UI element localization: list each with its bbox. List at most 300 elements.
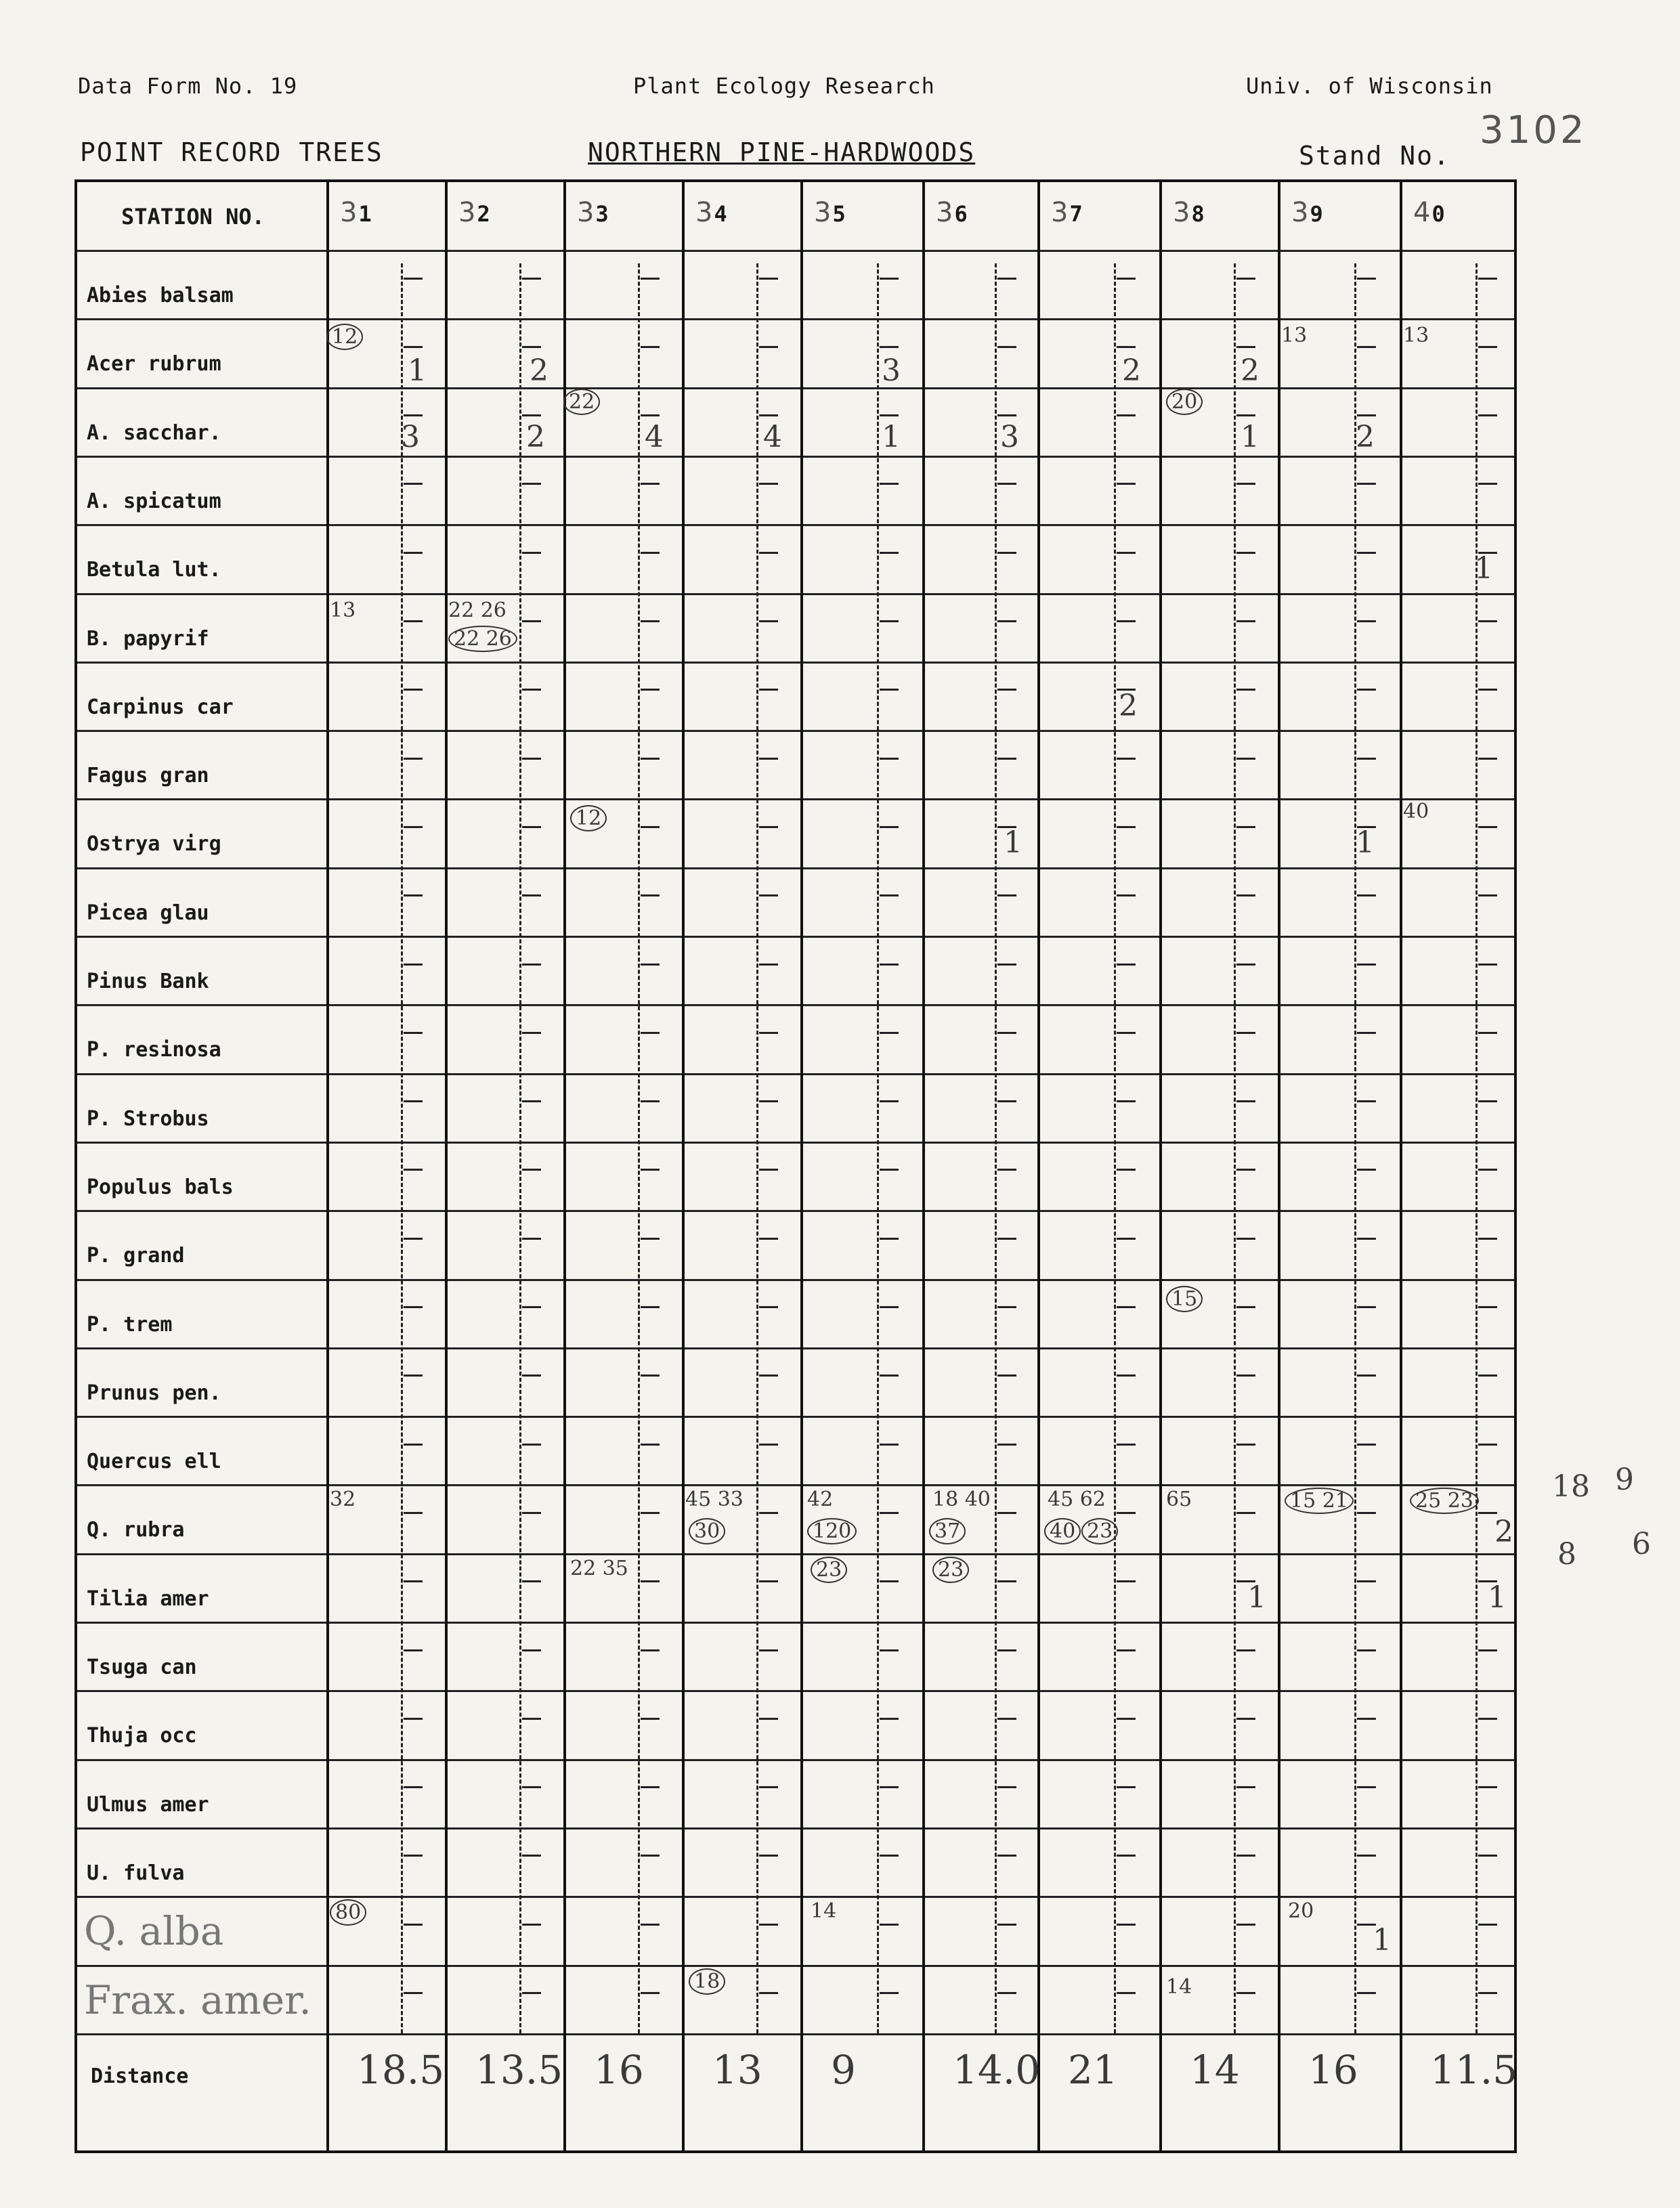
station-print-digit: 8 xyxy=(1191,201,1205,227)
subcolumn-tick xyxy=(404,1512,423,1514)
subcolumn-tick xyxy=(1236,1786,1255,1788)
column-divider xyxy=(445,182,448,2150)
subcolumn-tick xyxy=(522,758,541,760)
subcolumn-tick xyxy=(641,1238,660,1240)
subcolumn-tick xyxy=(641,1992,660,1994)
subcolumn-divider xyxy=(1476,263,1478,2033)
subcolumn-tick xyxy=(880,346,899,348)
subcolumn-tick xyxy=(1357,1238,1376,1240)
station-hand-digit: 3 xyxy=(814,197,832,228)
subcolumn-tick xyxy=(522,689,541,691)
subcolumn-tick xyxy=(1236,1374,1255,1377)
subcolumn-tick xyxy=(1478,1718,1497,1720)
handwritten-entry: 1 xyxy=(1474,551,1493,586)
handwritten-entry: 23 xyxy=(811,1557,847,1583)
row-divider xyxy=(77,1347,1514,1349)
handwritten-entry: 80 xyxy=(330,1899,366,1926)
handwritten-entry: 1 xyxy=(1373,1923,1392,1958)
subcolumn-tick xyxy=(1478,620,1497,622)
handwritten-entry: 1 xyxy=(1241,419,1259,454)
margin-note-3: 8 xyxy=(1557,1537,1576,1572)
distance-value: 21 xyxy=(1068,2046,1118,2093)
subcolumn-tick xyxy=(997,1992,1016,1994)
subcolumn-tick xyxy=(759,1649,778,1651)
column-divider xyxy=(682,182,685,2150)
subcolumn-tick xyxy=(1117,1238,1136,1240)
subcolumn-tick xyxy=(997,1100,1016,1102)
species-label: Picea glau xyxy=(87,901,209,925)
station-hand-digit: 3 xyxy=(695,197,713,228)
subcolumn-tick xyxy=(997,1306,1016,1308)
subcolumn-tick xyxy=(404,1032,423,1034)
subcolumn-divider xyxy=(1114,263,1116,2033)
subcolumn-tick xyxy=(1478,414,1497,416)
row-divider xyxy=(77,1004,1514,1006)
subcolumn-tick xyxy=(1357,689,1376,691)
species-label: Carpinus car xyxy=(87,695,234,719)
subcolumn-tick xyxy=(1236,552,1255,554)
distance-label: Distance xyxy=(91,2064,189,2088)
subcolumn-tick xyxy=(404,278,423,280)
row-divider xyxy=(77,1896,1514,1898)
handwritten-entry: 1 xyxy=(1356,825,1375,861)
station-hand-digit: 3 xyxy=(1291,197,1309,228)
handwritten-entry: 22 xyxy=(563,389,600,415)
subcolumn-tick xyxy=(759,689,778,691)
subcolumn-tick xyxy=(1478,1169,1497,1171)
subcolumn-tick xyxy=(997,278,1016,280)
subcolumn-tick xyxy=(404,894,423,896)
station-number xyxy=(1413,197,1445,228)
row-divider xyxy=(77,387,1514,389)
station-hand-digit: 3 xyxy=(458,197,476,228)
subcolumn-tick xyxy=(404,552,423,554)
subcolumn-tick xyxy=(1478,483,1497,485)
subcolumn-tick xyxy=(641,1855,660,1857)
margin-note-2: 9 xyxy=(1615,1463,1634,1497)
handwritten-entry: 120 xyxy=(807,1518,857,1544)
subcolumn-tick xyxy=(759,1924,778,1926)
subcolumn-tick xyxy=(641,1786,660,1788)
handwritten-entry: 22 26 xyxy=(448,598,507,622)
subcolumn-tick xyxy=(404,483,423,485)
subcolumn-tick xyxy=(997,1032,1016,1034)
subcolumn-tick xyxy=(759,346,778,348)
subcolumn-tick xyxy=(1236,1512,1255,1514)
distance-value: 9 xyxy=(831,2046,856,2093)
subcolumn-tick xyxy=(641,1924,660,1926)
subcolumn-tick xyxy=(1357,278,1376,280)
subcolumn-tick xyxy=(1478,1855,1497,1857)
handwritten-entry: 15 21 xyxy=(1285,1488,1354,1514)
subcolumn-tick xyxy=(880,483,899,485)
subcolumn-tick xyxy=(1117,894,1136,896)
subcolumn-tick xyxy=(1478,894,1497,896)
subcolumn-tick xyxy=(997,483,1016,485)
handwritten-entry: 2 xyxy=(530,353,548,389)
row-divider xyxy=(77,1142,1514,1144)
subcolumn-tick xyxy=(641,689,660,691)
subcolumn-tick xyxy=(880,689,899,691)
stand-number: 3102 xyxy=(1480,108,1587,152)
forest-type xyxy=(588,137,975,167)
subcolumn-tick xyxy=(880,1444,899,1446)
subcolumn-tick xyxy=(1357,1786,1376,1788)
subcolumn-tick xyxy=(880,758,899,760)
subcolumn-tick xyxy=(759,414,778,416)
subcolumn-tick xyxy=(759,1718,778,1720)
species-label: Pinus Bank xyxy=(87,970,209,993)
subcolumn-tick xyxy=(1117,1444,1136,1446)
subcolumn-tick xyxy=(880,1992,899,1994)
species-label: A. spicatum xyxy=(87,489,221,513)
subcolumn-tick xyxy=(880,552,899,554)
subcolumn-tick xyxy=(1117,1100,1136,1102)
subcolumn-tick xyxy=(1117,1786,1136,1788)
subcolumn-tick xyxy=(1117,1306,1136,1308)
station-print-digit: 3 xyxy=(595,201,609,227)
column-divider xyxy=(922,182,925,2150)
row-divider xyxy=(77,1279,1514,1281)
subcolumn-tick xyxy=(997,1786,1016,1788)
handwritten-entry: 2 xyxy=(1356,419,1375,454)
subcolumn-tick xyxy=(1478,1649,1497,1651)
subcolumn-tick xyxy=(522,964,541,966)
handwritten-entry: 12 xyxy=(570,805,607,831)
subcolumn-tick xyxy=(404,826,423,828)
distance-value: 14.0 xyxy=(953,2046,1041,2093)
subcolumn-tick xyxy=(641,1718,660,1720)
row-divider xyxy=(77,593,1514,595)
subcolumn-tick xyxy=(1117,1718,1136,1720)
subcolumn-tick xyxy=(759,758,778,760)
row-divider xyxy=(77,1965,1514,1967)
subcolumn-tick xyxy=(1357,483,1376,485)
species-label: P. resinosa xyxy=(87,1038,221,1062)
subcolumn-tick xyxy=(1236,1100,1255,1102)
subcolumn-tick xyxy=(759,1374,778,1377)
subcolumn-tick xyxy=(997,758,1016,760)
subcolumn-tick xyxy=(1357,414,1376,416)
subcolumn-tick xyxy=(997,620,1016,622)
subcolumn-tick xyxy=(1478,1306,1497,1308)
handwritten-entry: 4 xyxy=(645,419,664,454)
distance-value: 13 xyxy=(712,2046,762,2093)
subcolumn-tick xyxy=(522,278,541,280)
species-label: Betula lut. xyxy=(87,558,221,582)
station-hand-digit: 3 xyxy=(577,197,595,228)
subcolumn-tick xyxy=(880,620,899,622)
station-number xyxy=(458,197,490,228)
row-divider xyxy=(77,1416,1514,1418)
species-label: P. grand xyxy=(87,1244,185,1268)
handwritten-entry: 45 33 xyxy=(685,1488,744,1512)
distance-value: 13.5 xyxy=(475,2046,563,2093)
station-print-digit: 7 xyxy=(1069,201,1083,227)
species-label: Abies balsam xyxy=(87,284,234,307)
subcolumn-tick xyxy=(1478,964,1497,966)
subcolumn-tick xyxy=(522,1374,541,1377)
subcolumn-tick xyxy=(759,1238,778,1240)
species-label: B. papyrif xyxy=(87,626,209,651)
distance-value: 14 xyxy=(1190,2046,1240,2093)
subcolumn-tick xyxy=(1357,1306,1376,1308)
row-divider xyxy=(77,936,1514,938)
subcolumn-tick xyxy=(759,1306,778,1308)
subcolumn-tick xyxy=(759,1786,778,1788)
species-label: Quercus ell xyxy=(87,1450,221,1474)
subcolumn-tick xyxy=(1236,1306,1255,1308)
distance-value: 16 xyxy=(594,2046,644,2093)
subcolumn-divider xyxy=(519,263,521,2033)
subcolumn-tick xyxy=(641,964,660,966)
subcolumn-tick xyxy=(1357,1444,1376,1446)
subcolumn-tick xyxy=(1357,894,1376,896)
subcolumn-tick xyxy=(1117,1512,1136,1514)
station-print-digit: 2 xyxy=(477,201,490,227)
subcolumn-tick xyxy=(522,826,541,828)
handwritten-entry: 15 xyxy=(1166,1286,1203,1312)
subcolumn-tick xyxy=(641,826,660,828)
station-number xyxy=(814,197,846,228)
subcolumn-tick xyxy=(1478,758,1497,760)
handwritten-entry: 23 xyxy=(932,1557,969,1583)
subcolumn-tick xyxy=(641,758,660,760)
station-header: STATION NO. xyxy=(121,204,265,230)
station-number xyxy=(577,197,609,228)
subcolumn-tick xyxy=(1478,1512,1497,1514)
subcolumn-tick xyxy=(1478,689,1497,691)
subcolumn-divider xyxy=(877,263,879,2033)
subcolumn-tick xyxy=(1236,1992,1255,1994)
subcolumn-tick xyxy=(641,1580,660,1582)
subcolumn-tick xyxy=(1236,483,1255,485)
header-divider xyxy=(77,250,1514,252)
subcolumn-tick xyxy=(1236,1169,1255,1171)
subcolumn-tick xyxy=(1117,1649,1136,1651)
subcolumn-tick xyxy=(997,894,1016,896)
species-label: Q. rubra xyxy=(87,1518,185,1542)
handwritten-entry: 1 xyxy=(1488,1580,1507,1615)
record-type: POINT RECORD TREES xyxy=(80,137,383,167)
handwritten-entry: 18 40 xyxy=(932,1488,991,1512)
station-print-digit: 1 xyxy=(358,201,372,227)
margin-note-4: 6 xyxy=(1632,1527,1651,1561)
subcolumn-tick xyxy=(1117,1374,1136,1377)
species-label: Thuja occ xyxy=(87,1724,197,1748)
subcolumn-tick xyxy=(997,1718,1016,1720)
row-divider xyxy=(77,318,1514,320)
row-divider xyxy=(77,1827,1514,1830)
subcolumn-tick xyxy=(1357,1374,1376,1377)
subcolumn-tick xyxy=(880,1580,899,1582)
subcolumn-tick xyxy=(1236,758,1255,760)
subcolumn-tick xyxy=(1478,1786,1497,1788)
subcolumn-tick xyxy=(997,414,1016,416)
subcolumn-tick xyxy=(404,1306,423,1308)
subcolumn-tick xyxy=(641,620,660,622)
distance-value: 11.5 xyxy=(1430,2046,1518,2093)
subcolumn-tick xyxy=(880,1718,899,1720)
handwritten-entry: 2 xyxy=(526,419,545,454)
subcolumn-tick xyxy=(1236,1032,1255,1034)
subcolumn-tick xyxy=(880,1238,899,1240)
handwritten-entry: 3 xyxy=(882,353,901,389)
subcolumn-tick xyxy=(880,894,899,896)
subcolumn-tick xyxy=(1117,278,1136,280)
subcolumn-tick xyxy=(404,1580,423,1582)
station-hand-digit: 4 xyxy=(1413,197,1431,228)
subcolumn-tick xyxy=(1478,1100,1497,1102)
subcolumn-tick xyxy=(1478,1374,1497,1377)
handwritten-entry: 2 xyxy=(1494,1515,1513,1550)
subcolumn-tick xyxy=(1117,1992,1136,1994)
subcolumn-tick xyxy=(641,1100,660,1102)
subcolumn-tick xyxy=(1117,483,1136,485)
column-divider xyxy=(326,182,329,2150)
subcolumn-tick xyxy=(1236,1855,1255,1857)
subcolumn-tick xyxy=(1478,1992,1497,1994)
subcolumn-tick xyxy=(522,1649,541,1651)
station-number xyxy=(936,197,968,228)
station-print-digit: 9 xyxy=(1310,201,1323,227)
subcolumn-tick xyxy=(880,1100,899,1102)
handwritten-entry: 12 xyxy=(326,324,363,350)
subcolumn-tick xyxy=(1236,620,1255,622)
margin-note-1: 18 xyxy=(1552,1469,1590,1504)
subcolumn-tick xyxy=(1117,1032,1136,1034)
subcolumn-divider xyxy=(638,263,640,2033)
row-divider xyxy=(77,1553,1514,1555)
station-hand-digit: 3 xyxy=(936,197,953,228)
subcolumn-tick xyxy=(522,1032,541,1034)
handwritten-entry: 20 xyxy=(1288,1899,1314,1924)
station-number xyxy=(1291,197,1323,228)
subcolumn-tick xyxy=(1236,1444,1255,1446)
row-divider xyxy=(77,1690,1514,1692)
subcolumn-tick xyxy=(641,552,660,554)
subcolumn-tick xyxy=(522,483,541,485)
species-label: Populus bals xyxy=(87,1175,234,1199)
subcolumn-tick xyxy=(1236,894,1255,896)
subcolumn-tick xyxy=(404,1718,423,1720)
subcolumn-tick xyxy=(759,278,778,280)
row-divider xyxy=(77,1622,1514,1624)
station-hand-digit: 3 xyxy=(340,197,358,228)
row-divider xyxy=(77,662,1514,664)
subcolumn-tick xyxy=(880,826,899,828)
subcolumn-tick xyxy=(880,1169,899,1171)
subcolumn-tick xyxy=(997,1512,1016,1514)
handwritten-entry: 14 xyxy=(1166,1974,1192,1999)
handwritten-entry: 3 xyxy=(1000,419,1019,454)
handwritten-entry: 30 xyxy=(689,1518,725,1544)
subcolumn-tick xyxy=(880,414,899,416)
subcolumn-tick xyxy=(1478,278,1497,280)
subcolumn-tick xyxy=(404,1649,423,1651)
handwritten-entry: 42 xyxy=(807,1488,834,1512)
subcolumn-tick xyxy=(641,483,660,485)
station-print-digit: 6 xyxy=(954,201,968,227)
handwritten-entry: 23 xyxy=(1081,1518,1118,1544)
subcolumn-tick xyxy=(1478,1238,1497,1240)
column-divider xyxy=(1278,182,1280,2150)
subcolumn-tick xyxy=(997,1238,1016,1240)
species-label: Ostrya virg xyxy=(87,832,221,857)
station-number xyxy=(695,197,727,228)
row-divider xyxy=(77,798,1514,800)
subcolumn-divider xyxy=(401,263,403,2033)
subcolumn-tick xyxy=(1357,1032,1376,1034)
subcolumn-tick xyxy=(1357,552,1376,554)
subcolumn-tick xyxy=(522,1855,541,1857)
subcolumn-tick xyxy=(641,414,660,416)
subcolumn-tick xyxy=(404,689,423,691)
subcolumn-tick xyxy=(880,1786,899,1788)
handwritten-entry: 1 xyxy=(408,353,427,389)
handwritten-entry: 40 xyxy=(1403,800,1429,824)
subcolumn-tick xyxy=(880,1306,899,1308)
column-divider xyxy=(1400,182,1402,2150)
subcolumn-tick xyxy=(759,1855,778,1857)
subcolumn-tick xyxy=(1117,346,1136,348)
subcolumn-tick xyxy=(404,620,423,622)
station-hand-digit: 3 xyxy=(1173,197,1190,228)
subcolumn-tick xyxy=(522,1306,541,1308)
species-label: Acer rubrum xyxy=(87,352,221,376)
subcolumn-tick xyxy=(880,964,899,966)
column-divider xyxy=(800,182,803,2150)
subcolumn-tick xyxy=(759,1100,778,1102)
subcolumn-tick xyxy=(641,1374,660,1377)
subcolumn-tick xyxy=(404,1855,423,1857)
handwritten-entry: 22 35 xyxy=(570,1556,628,1580)
subcolumn-divider xyxy=(1234,263,1236,2033)
subcolumn-tick xyxy=(1117,1580,1136,1582)
subcolumn-tick xyxy=(997,964,1016,966)
handwritten-entry: 45 62 xyxy=(1048,1488,1106,1512)
subcolumn-tick xyxy=(1117,552,1136,554)
subcolumn-tick xyxy=(1357,1718,1376,1720)
subcolumn-tick xyxy=(641,1169,660,1171)
subcolumn-tick xyxy=(997,1924,1016,1926)
subcolumn-tick xyxy=(1117,964,1136,966)
distance-value: 18.5 xyxy=(357,2046,445,2093)
species-label: Prunus pen. xyxy=(87,1381,221,1405)
subcolumn-tick xyxy=(1236,689,1255,691)
subcolumn-tick xyxy=(1236,1718,1255,1720)
subcolumn-tick xyxy=(404,1992,423,1994)
subcolumn-tick xyxy=(880,1512,899,1514)
row-divider xyxy=(77,1073,1514,1075)
species-label: Ulmus amer xyxy=(87,1792,209,1817)
subcolumn-tick xyxy=(641,1444,660,1446)
handwritten-entry: 2 xyxy=(1122,353,1141,389)
subcolumn-tick xyxy=(997,1169,1016,1171)
subcolumn-tick xyxy=(759,483,778,485)
subcolumn-tick xyxy=(1236,346,1255,348)
subcolumn-tick xyxy=(404,1374,423,1377)
subcolumn-tick xyxy=(759,826,778,828)
subcolumn-tick xyxy=(522,1786,541,1788)
station-number xyxy=(340,197,372,228)
subcolumn-tick xyxy=(404,1786,423,1788)
subcolumn-tick xyxy=(997,1649,1016,1651)
subcolumn-tick xyxy=(1357,1169,1376,1171)
subcolumn-tick xyxy=(1236,826,1255,828)
subcolumn-tick xyxy=(1117,414,1136,416)
handwritten-entry: 1 xyxy=(882,419,901,454)
